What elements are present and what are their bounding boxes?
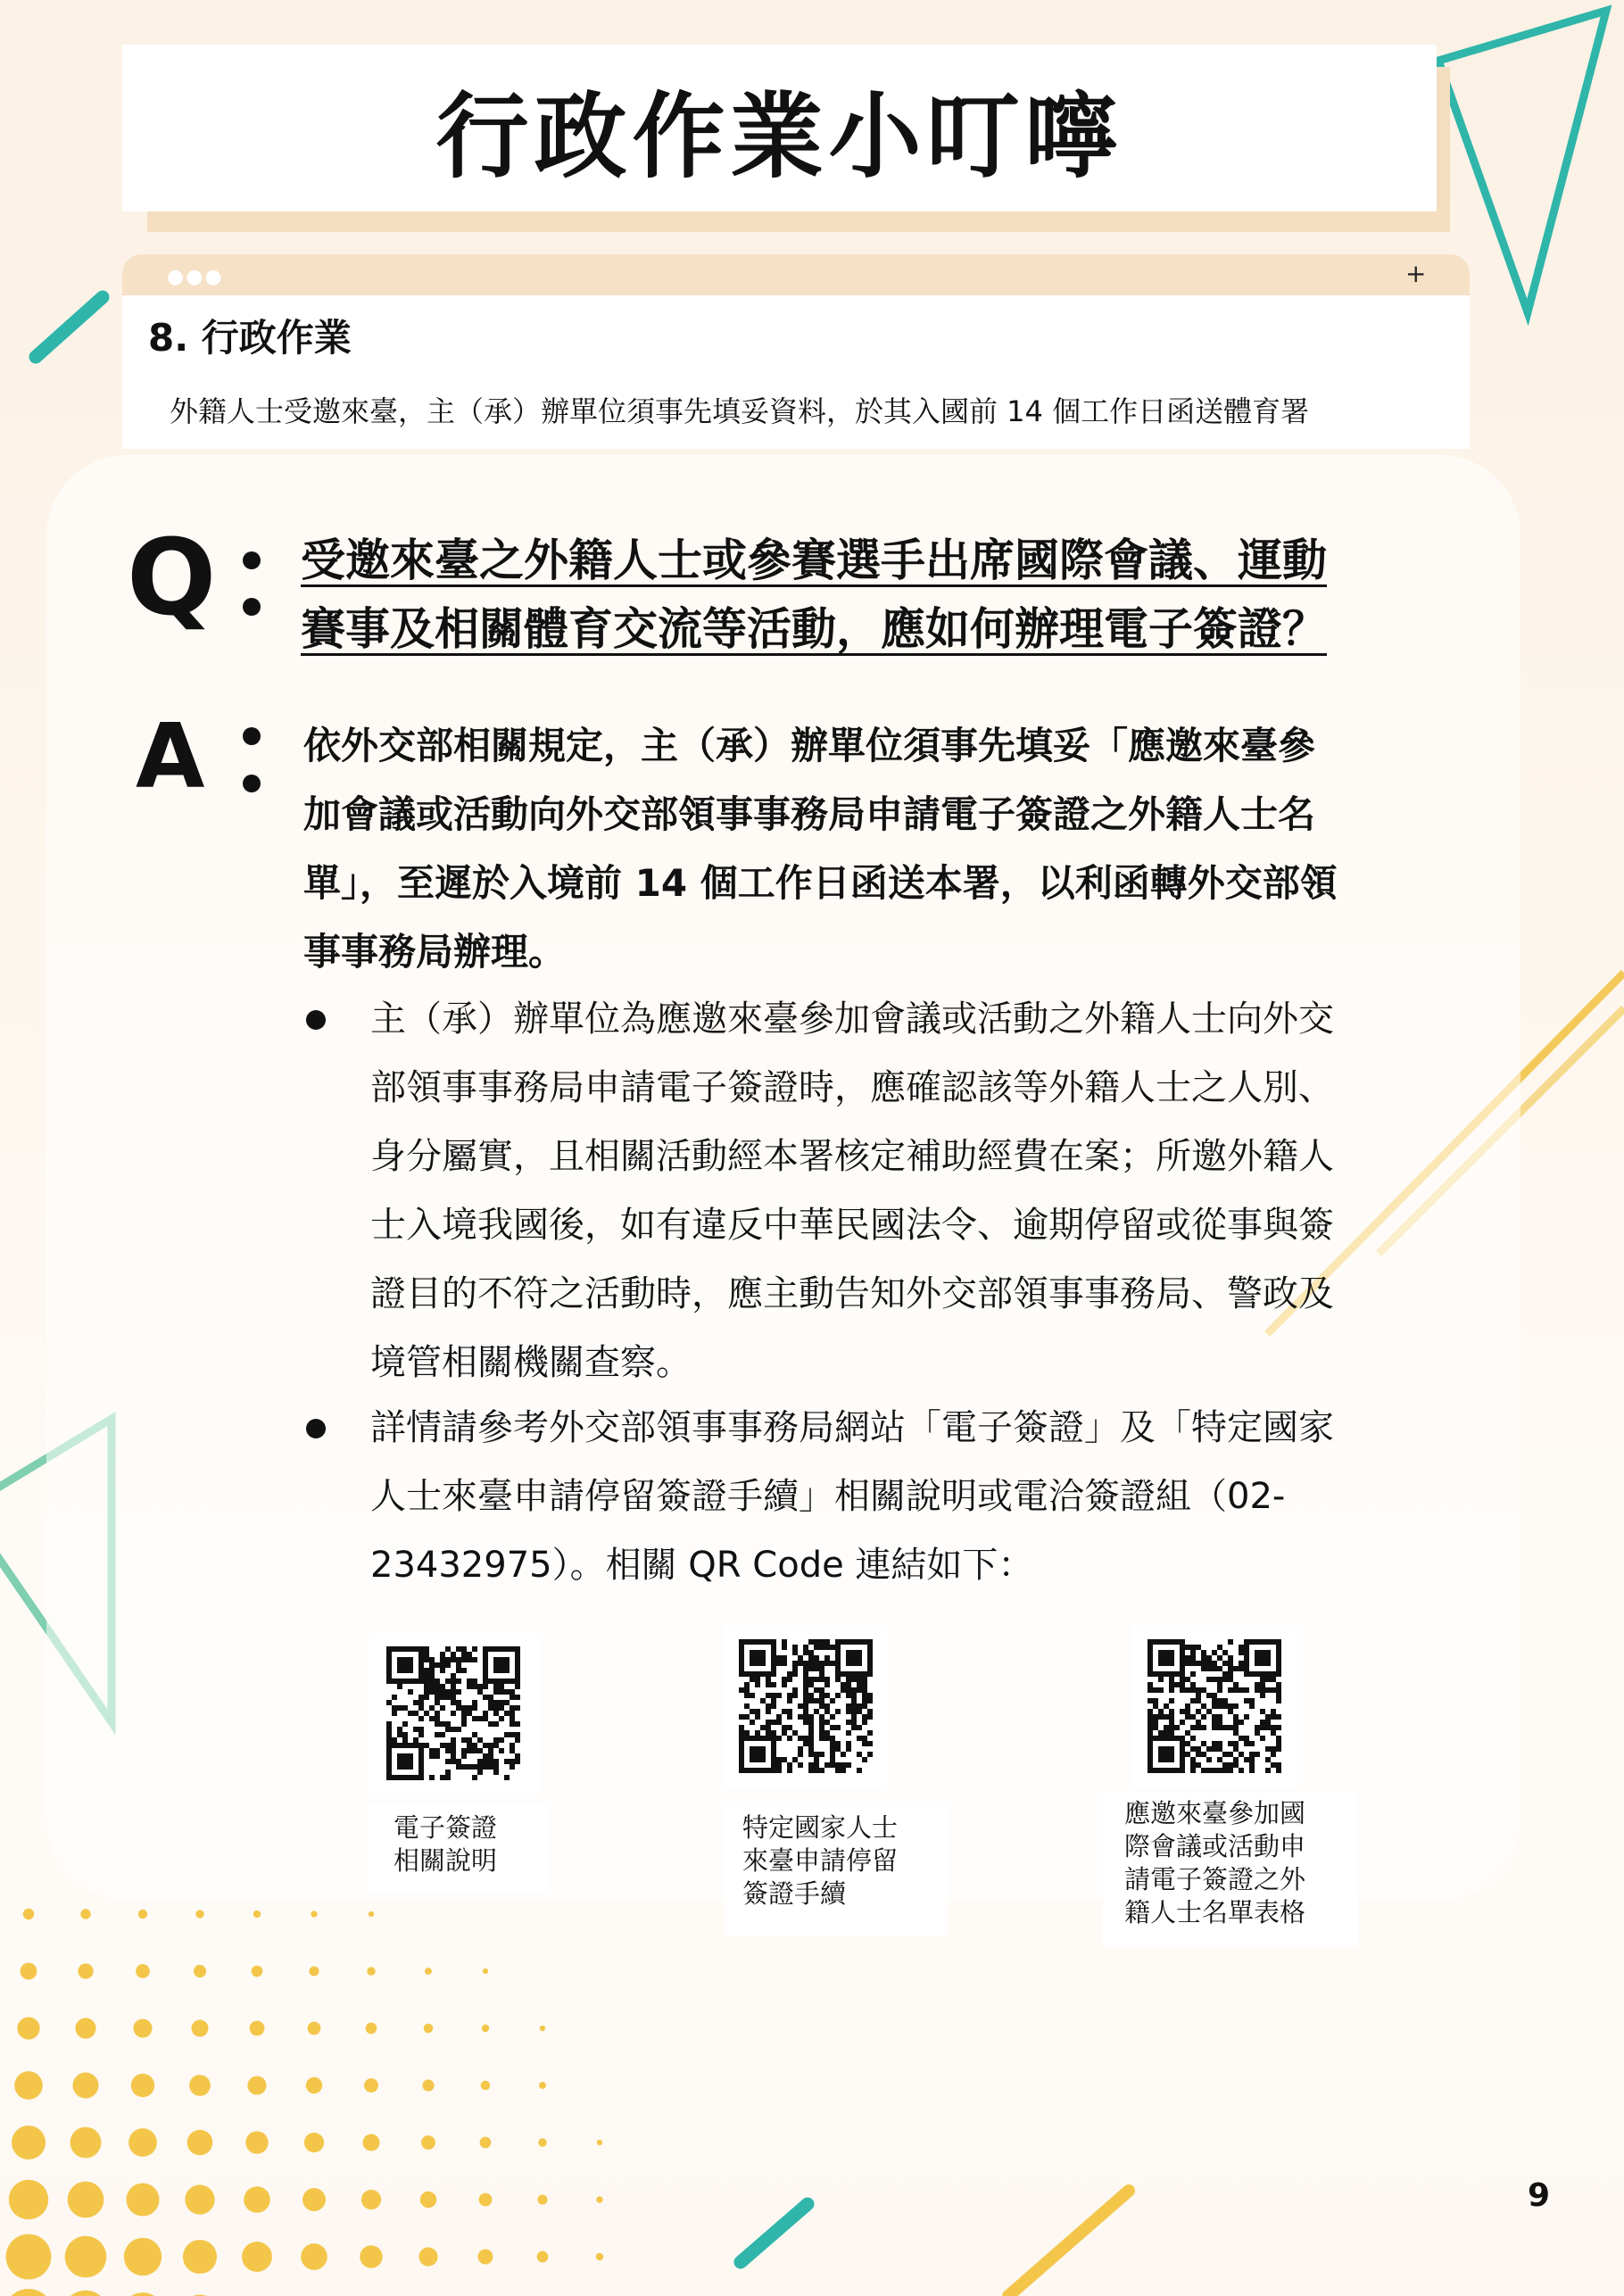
yellow-dot — [62, 2291, 109, 2296]
answer-line: 單」，至遲於入境前 14 個工作日函送本署，以利函轉外交部領 — [303, 861, 1338, 905]
window-dots-icon: ●●● — [167, 266, 224, 288]
qr-code-2-frame — [725, 1626, 887, 1786]
yellow-dot — [189, 2075, 211, 2096]
answer-colon-dot-top — [243, 727, 261, 745]
yellow-dot — [478, 2250, 493, 2265]
yellow-dot — [364, 2078, 378, 2093]
qr-code-3-frame — [1131, 1626, 1297, 1786]
yellow-dot — [242, 2242, 272, 2272]
yellow-dot — [480, 2137, 492, 2149]
yellow-dot — [483, 1969, 488, 1974]
yellow-dot — [131, 2074, 154, 2097]
yellow-dot — [418, 2247, 437, 2266]
yellow-dot — [360, 2245, 382, 2267]
qr-code-icon[interactable] — [725, 1626, 887, 1786]
yellow-dot — [126, 2183, 159, 2216]
yellow-dot — [311, 1911, 317, 1917]
qr-code-icon[interactable] — [369, 1633, 538, 1794]
teal-slash-shape — [36, 297, 103, 357]
qr-caption-1 — [394, 1811, 550, 1877]
bullet-dot-2 — [306, 1419, 326, 1438]
yellow-dot — [185, 2184, 214, 2214]
yellow-dot — [75, 2018, 95, 2038]
yellow-dot — [128, 2128, 157, 2157]
yellow-dot — [250, 2021, 265, 2036]
yellow-dot — [308, 2022, 321, 2035]
answer-line: 加會議或活動向外交部領事事務局申請電子簽證之外籍人士名 — [303, 792, 1316, 836]
yellow-dot — [253, 1911, 261, 1918]
yellow-dot — [78, 1963, 93, 1978]
yellow-dot — [247, 2076, 266, 2094]
answer-colon-dot-bottom — [243, 775, 261, 792]
yellow-dot — [187, 2130, 213, 2156]
qr-caption-line: 應邀來臺參加國 — [1124, 1798, 1306, 1828]
answer-label: A — [136, 704, 205, 808]
yellow-dot — [12, 2126, 46, 2159]
bullet-line: 士入境我國後，如有違反中華民國法令、逾期停留或從事與簽 — [370, 1205, 1334, 1246]
bullet-line: 證目的不符之活動時，應主動告知外交部領事事務局、警政及 — [370, 1273, 1334, 1314]
yellow-dot — [245, 2131, 268, 2153]
yellow-dot — [301, 2243, 327, 2270]
window-plus-icon: + — [1405, 259, 1427, 288]
answer-line: 依外交部相關規定，主（承）辦單位須事先填妥「應邀來臺參 — [303, 724, 1316, 767]
yellow-dot — [6, 2234, 52, 2280]
question-colon-dot-top — [243, 551, 261, 569]
title-banner — [122, 45, 1437, 211]
yellow-dot — [68, 2182, 104, 2218]
question-line: 受邀來臺之外籍人士或參賽選手出席國際會議、運動 — [301, 535, 1327, 586]
qr-caption-2-box — [725, 1806, 948, 1936]
yellow-dot — [183, 2240, 217, 2274]
bullet-line: 詳情請參考外交部領事事務局網站「電子簽證」及「特定國家 — [370, 1407, 1334, 1448]
bullet-text-2 — [370, 1394, 1423, 1600]
yellow-dot — [252, 1966, 263, 1977]
answer-text — [303, 711, 1423, 986]
yellow-dot — [367, 1967, 375, 1975]
yellow-dot — [596, 2196, 602, 2202]
yellow-dot — [244, 2186, 270, 2213]
yellow-dot — [304, 2133, 324, 2152]
qr-caption-line: 特定國家人士 — [742, 1812, 899, 1843]
yellow-dot — [124, 2238, 162, 2275]
yellow-dot — [14, 2071, 43, 2100]
bullet-dot-1 — [306, 1010, 326, 1030]
bullet-line: 部領事事務局申請電子簽證時，應確認該等外籍人士之人別、 — [370, 1067, 1334, 1108]
yellow-dot — [481, 2081, 491, 2091]
yellow-dot — [9, 2180, 48, 2219]
yellow-dot — [133, 2018, 152, 2037]
yellow-dot — [65, 2236, 107, 2278]
yellow-dot — [72, 2072, 98, 2098]
yellow-dot — [422, 2079, 434, 2091]
yellow-dot — [597, 2140, 602, 2145]
yellow-dot — [537, 2251, 549, 2263]
qr-code-1-frame — [369, 1633, 538, 1794]
qr-code-icon[interactable] — [1131, 1626, 1297, 1786]
question-text — [301, 526, 1421, 664]
section-window-bar — [122, 254, 1470, 295]
qr-caption-line: 簽證手續 — [742, 1878, 847, 1909]
yellow-dot — [23, 1909, 34, 1919]
yellow-dot — [306, 2077, 322, 2093]
qr-caption-3-box — [1103, 1792, 1358, 1947]
yellow-dot-pattern — [4, 1909, 604, 2296]
yellow-dot — [21, 1963, 37, 1980]
yellow-dot — [540, 2026, 545, 2031]
qr-caption-2 — [742, 1811, 948, 1911]
yellow-dot — [479, 2193, 493, 2207]
yellow-dot — [195, 1910, 203, 1918]
bullet-text-1 — [370, 985, 1423, 1397]
question-colon-dot-bottom — [243, 598, 261, 616]
question-line: 賽事及相關體育交流等活動，應如何辦理電子簽證？ — [301, 603, 1327, 655]
answer-line: 事事務局辦理。 — [303, 930, 567, 974]
yellow-dot — [361, 2190, 381, 2209]
qr-caption-line: 請電子簽證之外 — [1124, 1864, 1306, 1894]
yellow-dot — [80, 1909, 90, 1919]
qr-caption-3 — [1124, 1797, 1358, 1929]
yellow-dot — [537, 2194, 547, 2204]
page-title: 行政作業小叮嚀 — [435, 81, 1123, 191]
qr-caption-line: 電子簽證 — [394, 1812, 498, 1843]
teal-slash-bottom-shape — [741, 2204, 808, 2262]
bullet-line: 身分屬實，且相關活動經本署核定補助經費在案；所邀外籍人 — [370, 1136, 1334, 1177]
bullet-line: 主（承）辦單位為應邀來臺參加會議或活動之外籍人士向外交 — [370, 999, 1334, 1040]
section-heading: 8. 行政作業 — [148, 316, 352, 360]
yellow-dot — [4, 2289, 54, 2296]
yellow-dot — [482, 2025, 489, 2032]
page-number: 9 — [1528, 2177, 1551, 2214]
bullet-line: 人士來臺申請停留簽證手續」相關說明或電洽簽證組（02- — [370, 1476, 1286, 1517]
yellow-dot — [121, 2292, 164, 2296]
qr-caption-line: 籍人士名單表格 — [1124, 1897, 1306, 1927]
yellow-dot — [70, 2127, 102, 2159]
yellow-dot — [362, 2134, 379, 2151]
yellow-dot — [366, 2023, 377, 2035]
question-label: Q — [127, 516, 217, 639]
yellow-dot — [538, 2138, 547, 2147]
yellow-dot — [369, 1911, 374, 1917]
yellow-dot — [136, 1964, 150, 1978]
yellow-dot — [302, 2188, 326, 2211]
qr-caption-line: 相關說明 — [394, 1845, 498, 1876]
yellow-dot — [192, 2020, 209, 2037]
yellow-dot — [17, 2017, 39, 2039]
yellow-stripe-bottom-shape — [1008, 2191, 1129, 2296]
qr-caption-1-box — [369, 1803, 550, 1892]
bullet-line: 23432975）。相關 QR Code 連結如下： — [370, 1545, 1034, 1586]
yellow-dot — [138, 1910, 147, 1919]
yellow-dot — [539, 2082, 546, 2089]
section-subtitle: 外籍人士受邀來臺，主（承）辦單位須事先填妥資料，於其入國前 14 個工作日函送體育署 — [170, 394, 1310, 428]
yellow-dot — [420, 2192, 437, 2209]
bullet-line: 境管相關機關查察。 — [370, 1342, 692, 1383]
qr-caption-line: 來臺申請停留 — [742, 1845, 899, 1876]
qr-caption-line: 際會議或活動申 — [1124, 1831, 1306, 1861]
yellow-dot — [596, 2253, 603, 2260]
yellow-dot — [194, 1965, 206, 1977]
yellow-dot — [421, 2135, 435, 2150]
yellow-dot — [424, 2024, 434, 2034]
yellow-dot — [309, 1966, 319, 1976]
yellow-dot — [425, 1968, 432, 1975]
